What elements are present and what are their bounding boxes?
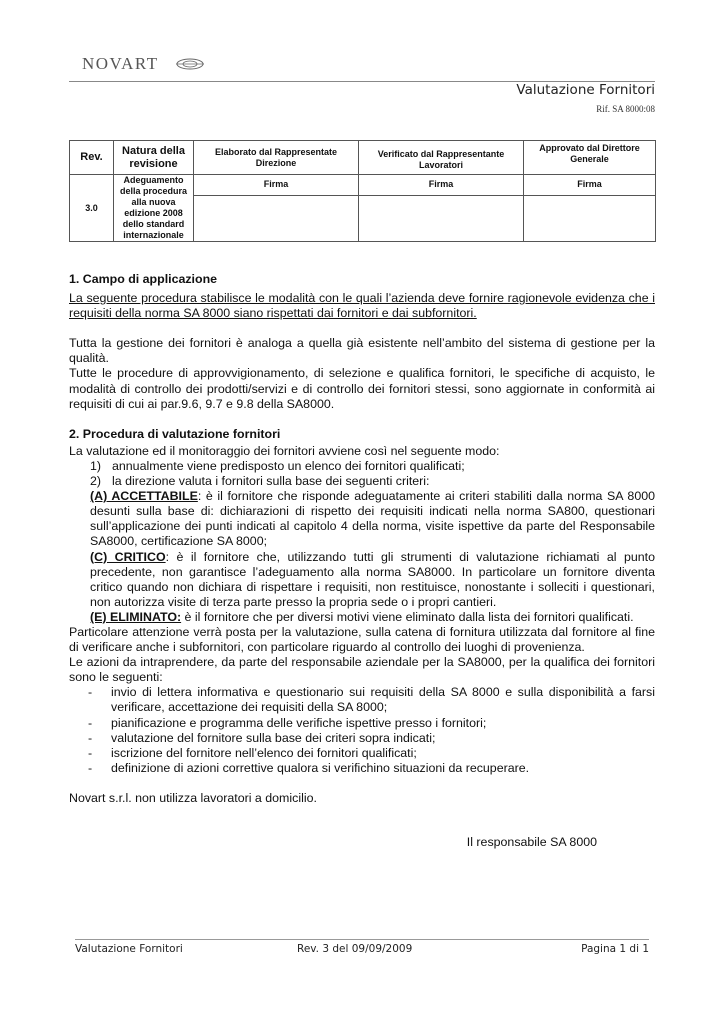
natura-value: Adeguamento della procedura alla nuova edizione 2008 dello standard internazionale bbox=[114, 175, 194, 242]
bullet-marker: - bbox=[88, 760, 93, 775]
closing-statement: Novart s.r.l. non utilizza lavoratori a domicilio. bbox=[69, 790, 317, 805]
logo-emblem-icon bbox=[176, 59, 204, 69]
step-1-text: annualmente viene predisposto un elenco dei fornitori qualificati; bbox=[112, 458, 465, 473]
firma-approvato: Firma bbox=[524, 175, 656, 196]
action-item bbox=[69, 731, 655, 746]
col-elaborato: Elaborato dal Rappresentate Direzione bbox=[194, 141, 359, 175]
revision-table-row bbox=[70, 175, 656, 196]
criterion-eliminato-text: è il fornitore che per diversi motivi viene eliminato dalla lista dei fornitori qualificati. bbox=[181, 609, 634, 624]
step-1 bbox=[69, 459, 655, 474]
criterion-eliminato bbox=[69, 610, 655, 625]
step-2 bbox=[69, 474, 655, 489]
action-item bbox=[69, 761, 655, 776]
document-title: Valutazione Fornitori bbox=[516, 82, 655, 98]
logo-text: NOVART bbox=[82, 54, 159, 73]
col-natura: Natura della revisione bbox=[114, 141, 194, 175]
bullet-marker: - bbox=[88, 685, 93, 700]
footer-title: Valutazione Fornitori bbox=[75, 943, 183, 955]
action-item bbox=[69, 716, 655, 731]
action-text: iscrizione del fornitore nell’elenco dei fornitori qualificati; bbox=[111, 745, 417, 760]
criterion-eliminato-label: (E) ELIMINATO: bbox=[90, 609, 182, 624]
signature-box-verificato bbox=[359, 195, 524, 241]
signature-box-elaborato bbox=[194, 195, 359, 241]
document-body bbox=[69, 272, 655, 806]
col-rev: Rev. bbox=[70, 141, 114, 175]
step-1-number: 1) bbox=[90, 458, 102, 473]
footer-revision: Rev. 3 del 09/09/2009 bbox=[297, 943, 413, 955]
revision-table bbox=[69, 140, 656, 242]
step-2-text: la direzione valuta i fornitori sulla base dei seguenti criteri: bbox=[112, 474, 430, 489]
criterion-accettabile-label: (A) ACCETTABILE bbox=[90, 489, 198, 504]
section1-para1: Tutta la gestione dei fornitori è analoga a quella già esistente nell’ambito del sistema di gestione per la qualità. bbox=[69, 336, 655, 366]
criterion-accettabile bbox=[69, 489, 655, 549]
action-item bbox=[69, 685, 655, 715]
action-text: pianificazione e programma delle verifiche ispettive presso i fornitori; bbox=[111, 715, 487, 730]
action-text: definizione di azioni correttive qualora si verifichino situazioni da recuperare. bbox=[111, 760, 530, 775]
criterion-critico-label: (C) CRITICO bbox=[90, 549, 166, 564]
action-text: invio di lettera informativa e questionario sui requisiti della SA 8000 e sulla disponibilità a farsi verificare, accettazione dei requisiti della SA 8000; bbox=[111, 685, 655, 715]
footer-page-number: Pagina 1 di 1 bbox=[581, 943, 649, 955]
criterion-critico-text: : è il fornitore che, utilizzando tutti gli strumenti di valutazione richiamati al punto precedente, non garantisce l’adeguamento alla norma SA8000. In particolare un fornitore diventa critico quando non dichiara di rispettare i requisiti, non restituisce, nonostante i solleciti i questionari, non autorizza visite di terza parte presso la propria sede o i propri cantieri. bbox=[90, 549, 655, 609]
col-approvato: Approvato dal Direttore Generale bbox=[524, 141, 656, 175]
bullet-marker: - bbox=[88, 730, 93, 745]
revision-table-header-row bbox=[70, 141, 656, 175]
footer-rule bbox=[75, 939, 649, 940]
company-logo bbox=[82, 50, 212, 80]
criterion-critico bbox=[69, 550, 655, 610]
section2-catena: Particolare attenzione verrà posta per la valutazione, sulla catena di fornitura utilizzata dal fornitore al fine di verificare anche i subfornitori, con particolare riguardo al controllo dei luoghi di provenienza. bbox=[69, 624, 655, 655]
firma-elaborato: Firma bbox=[194, 175, 359, 196]
bullet-marker: - bbox=[88, 715, 93, 730]
signature-line: Il responsabile SA 8000 bbox=[466, 835, 597, 849]
section1-para2: Tutte le procedure di approvvigionamento, di selezione e qualifica fornitori, le specifiche di acquisto, le modalità di controllo dei prodotti/servizi e di controllo dei fornitori stessi, sono aggiornate in conformità ai requisiti di cui ai par.9.6, 9.7 e 9.8 della SA8000. bbox=[69, 366, 655, 411]
section2-intro: La valutazione ed il monitoraggio dei fornitori avviene così nel seguente modo: bbox=[69, 443, 500, 458]
step-2-number: 2) bbox=[90, 474, 102, 489]
action-item bbox=[69, 746, 655, 761]
section2-azioni: Le azioni da intraprendere, da parte del responsabile aziendale per la SA8000, per la qualifica dei fornitori sono le seguenti: bbox=[69, 655, 655, 685]
rev-number: 3.0 bbox=[70, 175, 114, 242]
bullet-marker: - bbox=[88, 745, 93, 760]
logo-mark bbox=[82, 50, 212, 80]
col-verificato: Verificato dal Rappresentante Lavoratori bbox=[359, 141, 524, 175]
action-text: valutazione del fornitore sulla base dei criteri sopra indicati; bbox=[111, 730, 436, 745]
signature-box-approvato bbox=[524, 195, 656, 241]
section2-heading: 2. Procedura di valutazione fornitori bbox=[69, 426, 281, 441]
section1-scope: La seguente procedura stabilisce le modalità con le quali l’azienda deve fornire ragionevole evidenza che i requisiti della norma SA 8000 siano rispettati dai fornitori e dai subfornitori. bbox=[69, 291, 655, 321]
criterion-accettabile-text: : è il fornitore che risponde adeguatamente ai criteri stabiliti dalla norma SA 8000 desunti sulla base di: dichiarazioni di rispetto dei requisiti indicati nella norma SA800, questionari sull’applicazione dei punti indicati al capitolo 4 della norma, visite ispettive da parte del Responsabile SA8000, certificazione SA 8000; bbox=[90, 489, 656, 549]
firma-verificato: Firma bbox=[359, 175, 524, 196]
document-reference: Rif. SA 8000:08 bbox=[596, 104, 655, 114]
section1-heading: 1. Campo di applicazione bbox=[69, 272, 218, 286]
